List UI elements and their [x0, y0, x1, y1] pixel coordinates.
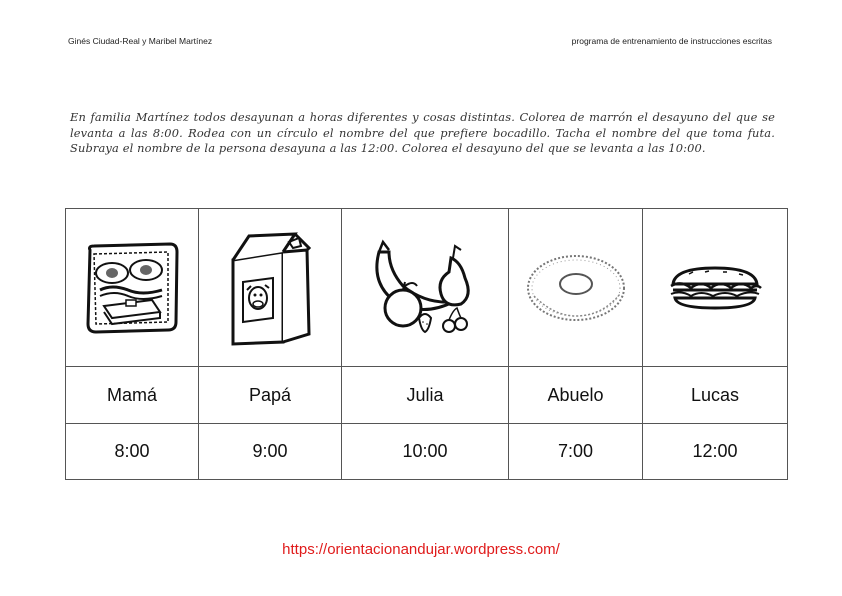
image-cell-abuelo	[509, 209, 643, 367]
breakfast-time: 7:00	[557, 441, 594, 461]
image-cell-papa	[199, 209, 342, 367]
name-cell-mama	[66, 367, 199, 424]
sandwich-icon	[667, 262, 763, 314]
person-name: Julia	[406, 384, 444, 405]
time-cell-papa	[199, 424, 342, 479]
blog-url-link[interactable]: https://orientacionandujar.wordpress.com/	[282, 541, 560, 558]
person-name: Mamá	[106, 384, 157, 405]
person-name: Lucas	[690, 384, 740, 405]
person-name: Abuelo	[547, 384, 604, 405]
header-program-title: programa de entrenamiento de instrucciones escritas	[571, 36, 772, 46]
instructions-text: En familia Martínez todos desayunan a horas diferentes y cosas distintas. Colorea de marrón el desayuno del que se levanta a las 8:00. Rodea con un círculo el nombre del que prefiere bocadillo. Tacha el nombre del que toma futa. Subraya el nombre de la persona desayuna a las 12:00. Colorea el desayuno del que se levanta a las 10:00.	[70, 110, 775, 155]
breakfast-time: 9:00	[252, 441, 288, 461]
donut-icon	[524, 250, 628, 326]
time-cell-lucas	[643, 424, 787, 479]
header-authors: Ginés Ciudad-Real y Maribel Martínez	[68, 36, 213, 46]
image-cell-julia	[342, 209, 509, 367]
image-cell-mama	[66, 209, 199, 367]
breakfast-time: 8:00	[114, 441, 150, 461]
name-cell-papa	[199, 367, 342, 424]
time-cell-julia	[342, 424, 509, 479]
fruit-icon	[365, 238, 485, 338]
person-name: Papá	[248, 384, 292, 405]
image-cell-lucas	[643, 209, 787, 367]
name-cell-abuelo	[509, 367, 643, 424]
name-cell-julia	[342, 367, 509, 424]
breakfast-plate-icon	[82, 240, 182, 336]
time-cell-abuelo	[509, 424, 643, 479]
breakfast-table	[65, 208, 788, 480]
name-cell-lucas	[643, 367, 787, 424]
milk-carton-icon	[225, 230, 315, 346]
breakfast-time: 10:00	[402, 441, 448, 461]
time-cell-mama	[66, 424, 199, 479]
breakfast-time: 12:00	[692, 441, 738, 461]
